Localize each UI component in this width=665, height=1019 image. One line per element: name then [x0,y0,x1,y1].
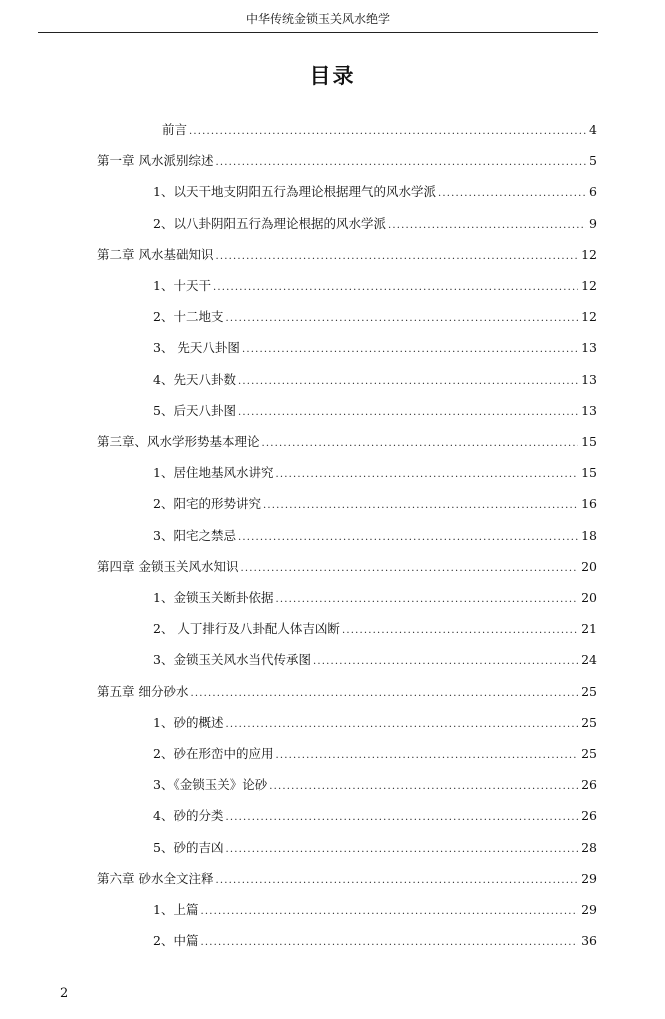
page-number: 2 [60,986,69,1001]
toc-entry-label: 4、砂的分类 [153,808,224,824]
toc-dot-leader [263,498,578,514]
toc-entry-page: 25 [581,714,597,730]
toc-section-entry[interactable] [153,494,597,514]
toc-section-entry[interactable] [153,619,597,639]
toc-section-entry[interactable] [153,744,597,764]
toc-entry-label: 3、《金锁玉关》论砂 [153,777,268,793]
toc-dot-leader [189,124,586,140]
toc-section-entry[interactable] [153,338,597,358]
toc-section-entry[interactable] [153,650,597,670]
toc-chapter-entry[interactable] [97,245,597,265]
toc-dot-leader [269,779,578,795]
toc-dot-leader [215,155,586,171]
toc-dot-leader [200,935,578,951]
toc-section-entry[interactable] [153,214,597,234]
toc-entry-page: 29 [581,902,597,917]
toc-entry-label: 5、砂的吉凶 [153,839,224,855]
toc-entry-label: 3、金锁玉关风水当代传承图 [153,652,311,668]
toc-entry-label: 第三章、风水学形势基本理论 [97,434,260,449]
toc-dot-leader [225,810,578,826]
toc-entry-page: 12 [581,246,597,262]
toc-dot-leader [262,436,579,452]
toc-dot-leader [225,311,578,327]
toc-dot-leader [342,623,578,639]
toc-entry-label: 1、以天干地支阴阳五行為理论根据理气的风水学派 [153,184,436,200]
toc-section-entry[interactable] [153,463,597,483]
toc-section-entry[interactable] [153,775,597,795]
toc-dot-leader [438,186,586,202]
toc-entry-page: 29 [581,870,597,886]
toc-entry-label: 1、十天干 [153,278,211,293]
toc-chapter-entry[interactable] [97,869,597,889]
toc-chapter-entry[interactable] [97,151,597,171]
toc-entry-page: 28 [581,839,597,855]
toc-dot-leader [190,686,578,702]
toc-section-entry[interactable] [153,713,597,733]
toc-chapter-entry[interactable] [97,557,597,577]
toc-dot-leader [238,405,578,421]
toc-dot-leader [200,904,578,920]
toc-section-entry[interactable] [153,401,597,421]
toc-dot-leader [238,374,578,390]
toc-dot-leader [215,249,578,265]
toc-section-entry[interactable] [153,182,597,202]
toc-entry-label: 1、居住地基风水讲究 [153,465,274,481]
toc-entry-label: 2、中篇 [153,933,199,949]
toc-dot-leader [388,218,586,234]
toc-section-entry[interactable] [153,276,597,296]
toc-entry-page: 21 [581,621,597,637]
toc-entry-label: 2、以八卦阴阳五行為理论根据的风水学派 [153,215,386,231]
toc-chapter-entry[interactable] [97,682,597,702]
toc-dot-leader [225,717,578,733]
toc-entry-label: 前言 [162,122,188,137]
toc-entry-page: 13 [581,340,597,356]
toc-entry-page: 12 [581,278,597,293]
toc-entry-page: 36 [581,933,597,949]
toc-entry-page: 9 [589,215,597,231]
toc-dot-leader [275,467,578,483]
toc-dot-leader [242,342,578,358]
toc-section-entry[interactable] [153,931,597,951]
toc-entry-label: 2、十二地支 [153,309,224,325]
toc-entry-label: 4、先天八卦数 [153,371,236,387]
toc-entry-page: 26 [581,777,597,793]
toc-dot-leader [313,654,578,670]
toc-chapter-entry[interactable] [97,432,597,452]
toc-entry-page: 5 [589,153,597,169]
toc-entry-label: 第六章 砂水全文注释 [97,870,214,886]
toc-section-entry[interactable] [153,838,597,858]
toc-title: 目录 [309,63,356,88]
toc-entry-label: 第五章 细分砂水 [97,683,189,699]
toc-entry-label: 第二章 风水基础知识 [97,246,214,262]
toc-dot-leader [240,561,578,577]
toc-section-entry[interactable] [153,588,597,608]
toc-entry-page: 25 [581,683,597,699]
toc-entry-page: 13 [581,402,597,418]
toc-entry-label: 第四章 金锁玉关风水知识 [97,558,239,574]
toc-entry-page: 13 [581,371,597,387]
toc-section-entry[interactable] [153,370,597,390]
toc-entry-page: 20 [581,590,597,605]
toc-entry-page: 15 [581,465,597,481]
toc-entry-label: 1、上篇 [153,902,199,917]
toc-entry-label: 3、阳宅之禁忌 [153,527,236,543]
toc-entry-label: 第一章 风水派别综述 [97,153,214,169]
toc-section-entry[interactable] [153,526,597,546]
toc-entry-page: 18 [581,527,597,543]
toc-entry-page: 20 [581,558,597,574]
toc-entry-page: 24 [581,652,597,668]
toc-entry-page: 12 [581,309,597,325]
toc-entry-page: 15 [581,434,597,449]
toc-entry-page: 6 [589,184,597,200]
toc-dot-leader [225,842,578,858]
toc-dot-leader [238,530,578,546]
toc-entry-label: 2、 人丁排行及八卦配人体吉凶断 [153,621,340,637]
toc-entry-label: 1、砂的概述 [153,714,224,730]
toc-entry-label: 1、金锁玉关断卦依据 [153,590,274,605]
toc-section-entry[interactable] [153,806,597,826]
toc-entry-page: 26 [581,808,597,824]
toc-preface-entry[interactable] [162,120,597,140]
toc-entry-label: 2、阳宅的形势讲究 [153,496,261,512]
toc-dot-leader [275,592,578,608]
toc-entry-page: 4 [589,122,597,137]
toc-section-entry[interactable] [153,900,597,920]
toc-dot-leader [275,748,578,764]
toc-dot-leader [215,873,578,889]
toc-section-entry[interactable] [153,307,597,327]
toc-entry-page: 16 [581,496,597,512]
toc-dot-leader [213,280,578,296]
toc-entry-label: 3、 先天八卦图 [153,340,240,356]
running-header-title: 中华传统金锁玉关风水绝学 [245,12,390,26]
toc-entry-label: 5、后天八卦图 [153,402,236,418]
toc-entry-label: 2、砂在形峦中的应用 [153,746,274,761]
toc-entry-page: 25 [581,746,597,761]
